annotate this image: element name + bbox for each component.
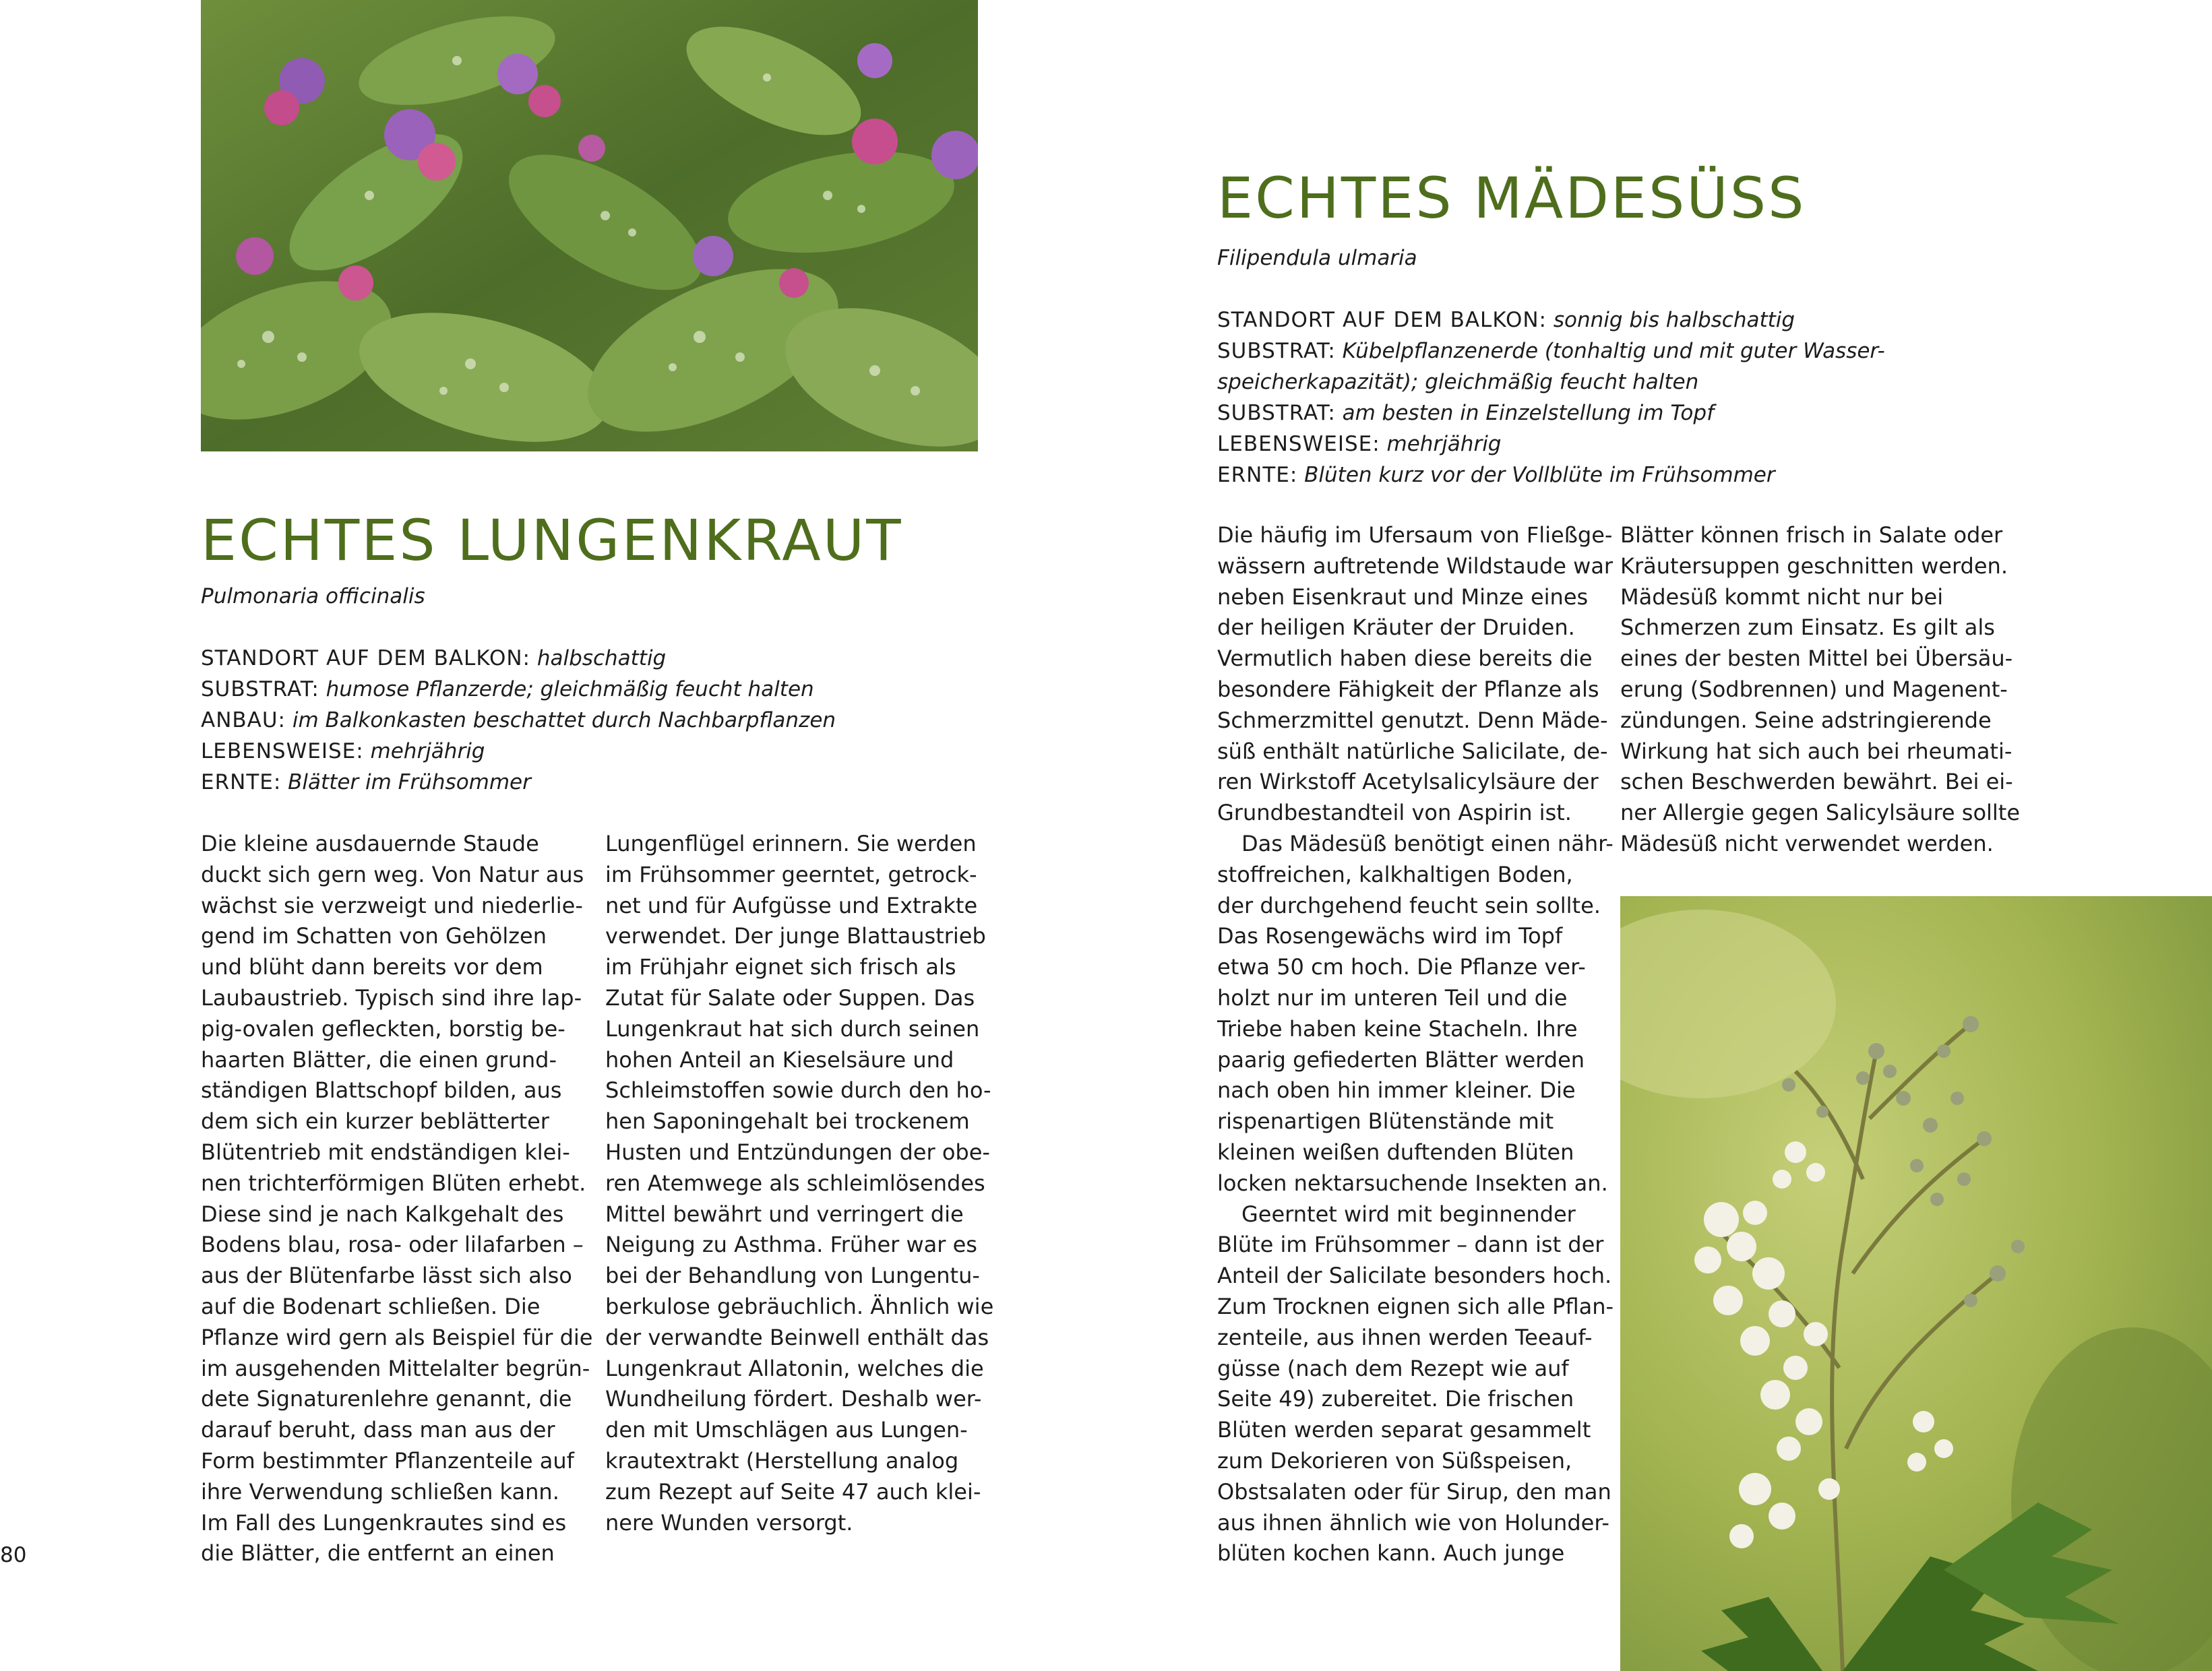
text-line: Anteil der Salicilate besonders hoch. xyxy=(1217,1263,1612,1289)
right-facts xyxy=(1217,305,1885,491)
text-line: Neigung zu Asthma. Früher war es xyxy=(605,1232,977,1258)
text-line: Grundbestandteil von Aspirin ist. xyxy=(1217,800,1572,826)
text-line: der verwandte Beinwell enthält das xyxy=(605,1324,989,1350)
text-line: rispenartigen Blütenstände mit xyxy=(1217,1108,1554,1135)
left-fact-lebensweise: LEBENSWEISE: mehrjährig xyxy=(201,739,485,763)
text-line: berkulose gebräuchlich. Ähnlich wie xyxy=(605,1293,994,1319)
text-line: zum Dekorieren von Süßspeisen, xyxy=(1217,1447,1572,1474)
text-line: Bodens blau, rosa- oder lilafarben – xyxy=(201,1232,584,1258)
text-line: net und für Aufgüsse und Extrakte xyxy=(605,892,978,918)
right-fact-substrat-2: SUBSTRAT: am besten in Einzelstellung im Topf xyxy=(1217,401,1714,425)
text-line: holzt nur im unteren Teil und die xyxy=(1217,984,1568,1011)
text-line: aus der Blütenfarbe lässt sich also xyxy=(201,1263,572,1289)
text-line: darauf beruht, dass man aus der xyxy=(201,1417,555,1443)
text-line: verwendet. Der junge Blattaustrieb xyxy=(605,923,986,949)
text-line: pig-ovalen gefleckten, borstig be- xyxy=(201,1015,565,1042)
text-line: der heiligen Kräuter der Druiden. xyxy=(1217,614,1575,641)
text-line: Zutat für Salate oder Suppen. Das xyxy=(605,984,975,1011)
text-line: erung (Sodbrennen) und Magenent- xyxy=(1620,676,2008,702)
text-line: eines der besten Mittel bei Übersäu- xyxy=(1620,645,2013,672)
right-fact-substrat-continued: speicherkapazität); gleichmäßig feucht halten xyxy=(1217,370,1699,394)
text-line: wächst sie verzweigt und niederlie- xyxy=(201,892,583,918)
text-line: die Blätter, die entfernt an einen xyxy=(201,1540,555,1567)
text-line: Das Mädesüß benötigt einen nähr- xyxy=(1241,830,1614,856)
text-line: Mittel bewährt und verringert die xyxy=(605,1201,964,1227)
text-line: dem sich ein kurzer beblätterter xyxy=(201,1108,549,1135)
text-line: Kräutersuppen geschnitten werden. xyxy=(1620,553,2008,579)
text-line: im ausgehenden Mittelalter begrün- xyxy=(201,1355,590,1381)
text-line: aus ihnen ähnlich wie von Holunder- xyxy=(1217,1509,1609,1536)
text-line: auf die Bodenart schließen. Die xyxy=(201,1293,541,1319)
text-line: hohen Anteil an Kieselsäure und xyxy=(605,1046,954,1073)
text-line: zum Rezept auf Seite 47 auch klei- xyxy=(605,1478,981,1505)
text-line: Blätter können frisch in Salate oder xyxy=(1620,522,2003,548)
left-title: ECHTES LUNGENKRAUT xyxy=(201,507,903,573)
text-line: Laubaustrieb. Typisch sind ihre lap- xyxy=(201,984,582,1011)
left-fact-anbau: ANBAU: im Balkonkasten beschattet durch Nachbarpflanzen xyxy=(201,708,836,732)
text-line: Blüten werden separat gesammelt xyxy=(1217,1417,1591,1443)
right-fact-standort: STANDORT AUF DEM BALKON: sonnig bis halbschattig xyxy=(1217,308,1795,332)
text-line: Wundheilung fördert. Deshalb wer- xyxy=(605,1386,982,1412)
text-line: schen Beschwerden bewährt. Bei ei- xyxy=(1620,769,2013,795)
right-fact-lebensweise: LEBENSWEISE: mehrjährig xyxy=(1217,432,1502,456)
text-line: wässern auftretende Wildstaude war xyxy=(1217,553,1614,579)
left-fact-substrat: SUBSTRAT: humose Pflanzerde; gleichmäßig feucht halten xyxy=(201,677,814,701)
text-line: Lungenkraut hat sich durch seinen xyxy=(605,1015,980,1042)
right-title: ECHTES MÄDESÜSS xyxy=(1217,165,1806,231)
text-line: haarten Blätter, die einen grund- xyxy=(201,1046,557,1073)
text-line: zündungen. Seine adstringierende xyxy=(1620,707,1992,733)
text-line: güsse (nach dem Rezept wie auf xyxy=(1217,1355,1569,1381)
text-line: Blütentrieb mit endständigen klei- xyxy=(201,1139,570,1165)
text-line: besondere Fähigkeit der Pflanze als xyxy=(1217,676,1599,702)
text-line: Obstsalaten oder für Sirup, den man xyxy=(1217,1478,1611,1505)
text-line: der durchgehend feucht sein sollte. xyxy=(1217,892,1601,918)
text-line: Die häufig im Ufersaum von Fließge- xyxy=(1217,522,1613,548)
left-fact-standort: STANDORT AUF DEM BALKON: halbschattig xyxy=(201,646,667,670)
text-line: Das Rosengewächs wird im Topf xyxy=(1217,923,1563,949)
text-line: dete Signaturenlehre genannt, die xyxy=(201,1386,572,1412)
page-number: 80 xyxy=(0,1543,27,1567)
text-line: ren Atemwege als schleimlösendes xyxy=(605,1170,985,1196)
right-latin-name: Filipendula ulmaria xyxy=(1217,246,1417,270)
left-latin-name: Pulmonaria officinalis xyxy=(201,584,425,608)
text-line: gend im Schatten von Gehölzen xyxy=(201,923,547,949)
text-line: Mädesüß nicht verwendet werden. xyxy=(1620,830,1994,856)
text-line: Blüte im Frühsommer – dann ist der xyxy=(1217,1232,1604,1258)
text-line: im Frühjahr eignet sich frisch als xyxy=(605,954,956,980)
right-body-column-1 xyxy=(1217,520,1614,1569)
text-line: Mädesüß kommt nicht nur bei xyxy=(1620,584,1944,610)
text-line: Vermutlich haben diese bereits die xyxy=(1217,645,1593,672)
left-body-column-2 xyxy=(605,829,993,1538)
right-fact-ernte: ERNTE: Blüten kurz vor der Vollblüte im Frühsommer xyxy=(1217,463,1775,487)
text-line: süß enthält natürliche Salicilate, de- xyxy=(1217,738,1608,764)
text-line: kleinen weißen duftenden Blüten xyxy=(1217,1139,1574,1165)
text-line: duckt sich gern weg. Von Natur aus xyxy=(201,861,584,887)
text-line: etwa 50 cm hoch. Die Pflanze ver- xyxy=(1217,954,1586,980)
text-line: ständigen Blattschopf bilden, aus xyxy=(201,1077,562,1104)
right-body-column-2 xyxy=(1620,520,2020,860)
text-line: nere Wunden versorgt. xyxy=(605,1509,853,1536)
text-line: im Frühsommer geerntet, getrock- xyxy=(605,861,977,887)
text-line: und blüht dann bereits vor dem xyxy=(201,954,543,980)
text-line: Lungenflügel erinnern. Sie werden xyxy=(605,831,977,856)
text-line: krautextrakt (Herstellung analog xyxy=(605,1447,959,1474)
text-line: Form bestimmter Pflanzenteile auf xyxy=(201,1447,574,1474)
text-line: Geerntet wird mit beginnender xyxy=(1241,1201,1576,1227)
text-line: nach oben hin immer kleiner. Die xyxy=(1217,1077,1576,1104)
text-line: Schmerzen zum Einsatz. Es gilt als xyxy=(1620,614,1995,641)
text-line: den mit Umschlägen aus Lungen- xyxy=(605,1417,968,1443)
text-line: Seite 49) zubereitet. Die frischen xyxy=(1217,1386,1574,1412)
text-line: blüten kochen kann. Auch junge xyxy=(1217,1540,1565,1567)
text-line: hen Saponingehalt bei trockenem xyxy=(605,1108,970,1135)
text-line: stoffreichen, kalkhaltigen Boden, xyxy=(1217,861,1573,887)
text-line: ihre Verwendung schließen kann. xyxy=(201,1478,559,1505)
text-line: Pflanze wird gern als Beispiel für die xyxy=(201,1324,593,1350)
lungwort-photo xyxy=(201,0,978,451)
text-line: Schmerzmittel genutzt. Denn Mäde- xyxy=(1217,707,1608,733)
text-line: Husten und Entzündungen der obe- xyxy=(605,1139,990,1165)
text-line: Schleimstoffen sowie durch den ho- xyxy=(605,1077,991,1104)
text-line: nen trichterförmigen Blüten erhebt. xyxy=(201,1170,586,1196)
text-line: locken nektarsuchende Insekten an. xyxy=(1217,1170,1608,1196)
text-line: Die kleine ausdauernde Staude xyxy=(201,831,539,856)
text-line: ner Allergie gegen Salicylsäure sollte xyxy=(1620,800,2021,826)
text-line: bei der Behandlung von Lungentu- xyxy=(605,1263,980,1289)
text-line: Wirkung hat sich auch bei rheumati- xyxy=(1620,738,2013,764)
left-body-column-1 xyxy=(201,829,592,1569)
right-fact-substrat: SUBSTRAT: Kübelpflanzenerde (tonhaltig und mit guter Wasser- xyxy=(1217,339,1885,363)
left-fact-ernte: ERNTE: Blätter im Frühsommer xyxy=(201,770,531,794)
text-line: Diese sind je nach Kalkgehalt des xyxy=(201,1201,564,1227)
left-facts xyxy=(201,643,836,798)
meadowsweet-photo xyxy=(1620,896,2212,1671)
text-line: neben Eisenkraut und Minze eines xyxy=(1217,584,1589,610)
text-line: Zum Trocknen eignen sich alle Pflan- xyxy=(1217,1293,1614,1319)
text-line: Triebe haben keine Stacheln. Ihre xyxy=(1217,1015,1578,1042)
text-line: zenteile, aus ihnen werden Teeauf- xyxy=(1217,1324,1593,1350)
text-line: Im Fall des Lungenkrautes sind es xyxy=(201,1509,567,1536)
text-line: ren Wirkstoff Acetylsalicylsäure der xyxy=(1217,769,1599,795)
text-line: Lungenkraut Allatonin, welches die xyxy=(605,1355,984,1381)
text-line: paarig gefiederten Blätter werden xyxy=(1217,1046,1585,1073)
